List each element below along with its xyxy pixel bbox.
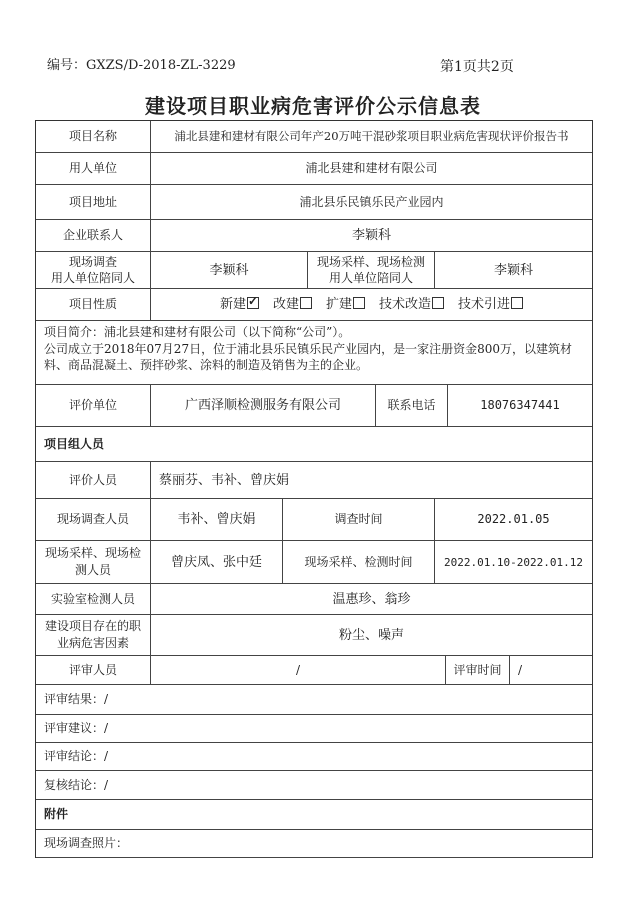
hazard-value: 粉尘、噪声	[150, 615, 592, 655]
option-tech-import-label: 技术引进	[458, 297, 511, 312]
sampling-staff-value: 曾庆凤、张中廷	[150, 541, 282, 583]
review-result: 评审结果：/	[44, 692, 109, 706]
row-project-name	[36, 121, 592, 153]
address-value: 浦北县乐民镇乐民产业园内	[150, 185, 592, 219]
nature-label: 项目性质	[68, 297, 117, 311]
row-address	[36, 185, 592, 220]
row-review-suggestion	[36, 715, 592, 743]
review-time-label: 评审时间	[445, 656, 509, 684]
option-tech-upgrade-label: 技术改造	[379, 297, 432, 312]
survey-time-value: 2022.01.05	[434, 499, 592, 540]
row-contact	[36, 220, 592, 252]
recheck-conclusion: 复核结论：/	[44, 777, 109, 792]
evaluator-value: 广西泽顺检测服务有限公司	[150, 385, 375, 426]
evaluator-label: 评价单位	[68, 398, 117, 412]
sampling-time-label: 现场采样、检测时间	[282, 541, 434, 583]
option-rebuild	[273, 296, 312, 313]
row-evaluators	[36, 462, 592, 499]
sampling-time-value: 2022.01.10-2022.01.12	[434, 541, 592, 583]
checked-checkbox-icon	[247, 297, 259, 309]
survey-staff-value: 韦补、曾庆娟	[150, 499, 282, 540]
phone-value: 18076347441	[447, 385, 592, 426]
review-suggestion: 评审建议：/	[44, 721, 109, 735]
page-info: 第1页共2页	[440, 59, 514, 75]
sampling-staff-label: 现场采样、现场检测人员	[44, 546, 141, 577]
employer-value: 浦北县建和建材有限公司	[150, 153, 592, 184]
phone-label: 联系电话	[375, 385, 447, 426]
project-name-value: 浦北县建和建材有限公司年产20万吨干混砂浆项目职业病危害现状评价报告书	[150, 121, 592, 152]
checkbox-icon	[300, 297, 312, 309]
option-expand	[326, 296, 365, 313]
attachment-label: 附件	[44, 807, 69, 821]
checkbox-icon	[432, 297, 444, 309]
row-sampling-staff	[36, 541, 592, 584]
row-review-result	[36, 685, 592, 715]
evaluators-label: 评价人员	[68, 472, 117, 487]
nature-options	[150, 289, 592, 320]
row-review-conclusion	[36, 743, 592, 771]
page-title: 建设项目职业病危害评价公示信息表	[145, 94, 481, 118]
reviewer-value: /	[150, 656, 445, 684]
row-accompany	[36, 252, 592, 289]
review-time-value: /	[509, 656, 592, 684]
survey-accompany-label: 现场调查 用人单位陪同人	[50, 255, 135, 285]
row-nature	[36, 289, 592, 321]
document-number: 编号：GXZS/D-2018-ZL-3229	[47, 58, 236, 73]
project-name-label: 项目名称	[68, 129, 117, 143]
survey-photos-label: 现场调查照片：	[44, 836, 129, 850]
contact-label: 企业联系人	[62, 228, 123, 242]
option-tech-upgrade	[379, 296, 444, 313]
lab-staff-value: 温惠珍、翁珍	[150, 584, 592, 614]
row-intro	[36, 321, 592, 385]
team-section-label: 项目组人员	[44, 436, 105, 451]
row-hazards	[36, 615, 592, 656]
survey-time-label: 调查时间	[282, 499, 434, 540]
survey-accompany-value: 李颖科	[150, 252, 307, 288]
review-conclusion: 评审结论：/	[44, 749, 109, 763]
row-lab-staff	[36, 584, 592, 615]
contact-value: 李颖科	[150, 220, 592, 251]
sampling-accompany-label: 现场采样、现场检测 用人单位陪同人	[307, 252, 434, 288]
intro-line-1: 项目简介：浦北县建和建材有限公司（以下简称“公司”）。	[44, 325, 351, 339]
option-new-build-label: 新建	[219, 297, 246, 312]
evaluators-value: 蔡丽芬、韦补、曾庆娟	[150, 462, 592, 498]
address-label: 项目地址	[68, 194, 117, 209]
option-tech-import	[458, 296, 523, 313]
intro-line-2: 公司成立于2018年07月27日，位于浦北县乐民镇乐民产业园内，是一家注册资金800万，以建筑材料、商品混凝土、预拌砂浆、涂料的制造及销售为主的企业。	[44, 342, 572, 372]
reviewer-label: 评审人员	[68, 662, 117, 677]
checkbox-icon	[353, 297, 365, 309]
row-survey-staff	[36, 499, 592, 541]
hazard-label: 建设项目存在的职业病危害因素	[44, 619, 141, 650]
lab-staff-label: 实验室检测人员	[50, 591, 135, 606]
row-survey-photos	[36, 830, 592, 858]
row-attachment	[36, 800, 592, 830]
row-evaluator	[36, 385, 592, 427]
option-new-build	[220, 296, 259, 313]
option-rebuild-label: 改建	[272, 297, 299, 312]
survey-staff-label: 现场调查人员	[56, 512, 129, 526]
row-recheck-conclusion	[36, 771, 592, 800]
employer-label: 用人单位	[68, 161, 117, 175]
info-table	[35, 120, 593, 858]
row-employer	[36, 153, 592, 185]
sampling-accompany-value: 李颖科	[434, 252, 592, 288]
row-team-section	[36, 427, 592, 462]
row-reviewer	[36, 656, 592, 685]
checkbox-icon	[511, 297, 523, 309]
option-expand-label: 扩建	[325, 297, 352, 312]
